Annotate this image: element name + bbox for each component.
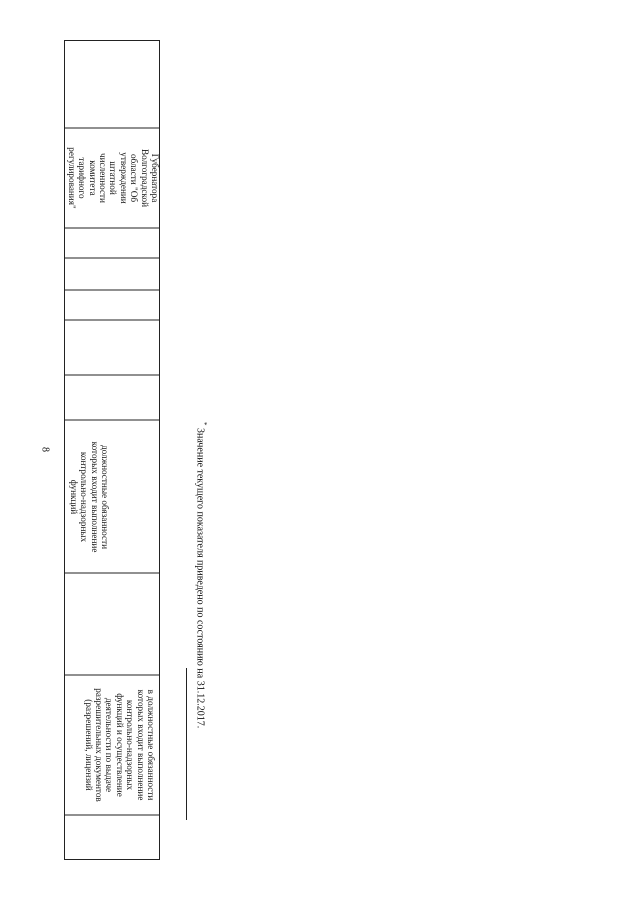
footnote-text: Значение текущего показателя приведено по состоянию на 31.12.2017. <box>194 428 206 729</box>
cell-text-first-row: в должностные обязанности которых входит выполнение контрольно-надзорных функций и осуществление деятельности по выдаче разрешительных документов (разрешений, лицензий <box>83 688 156 802</box>
footnote-marker: * <box>200 422 208 426</box>
footnote-separator <box>186 668 187 820</box>
page-number: 8 <box>39 447 51 452</box>
cell-text-last-row: Губернатора Волгоградской области "Об утверждении штатной численности комитета тарифного регулирования" <box>66 147 160 209</box>
cell-text-middle-row: должностные обязанности которых входит выполнение контрольно-надзорных функций <box>68 441 110 553</box>
footnote <box>195 422 208 728</box>
rotated-table <box>64 40 160 860</box>
